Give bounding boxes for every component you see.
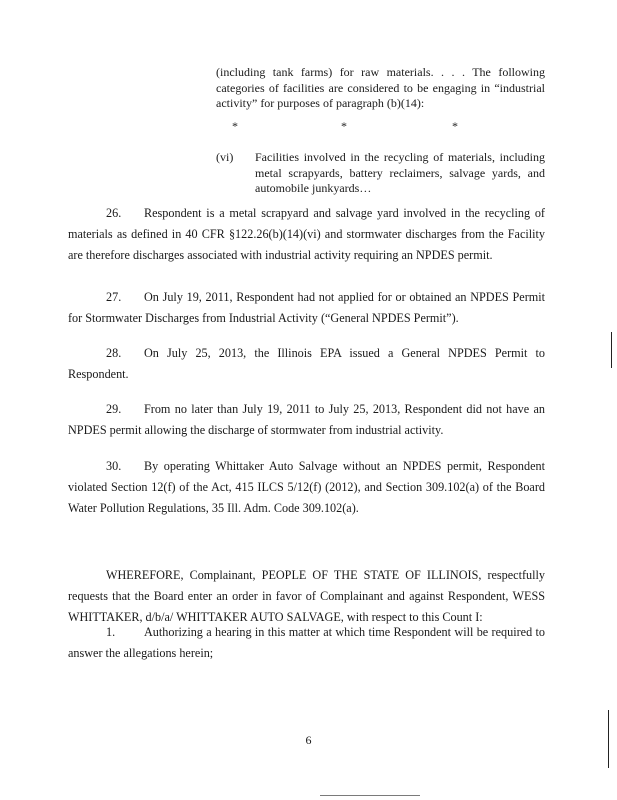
page-number: 6	[305, 733, 312, 747]
paragraph-first-line	[68, 287, 545, 308]
scan-artifact-mark	[608, 710, 609, 768]
paragraph-number: 29.	[106, 402, 122, 416]
relief-text: Authorizing a hearing in this matter at which time Respondent will be required to	[144, 625, 545, 639]
paragraph-line: NPDES permit allowing the discharge of stormwater from industrial activity.	[68, 423, 444, 437]
paragraph-first-line	[68, 456, 545, 477]
relief-first-line	[68, 622, 545, 643]
paragraph-27	[68, 287, 545, 329]
paragraph-text: Respondent is a metal scrapyard and salvage yard involved in the recycling of	[144, 206, 545, 220]
paragraph-line: materials as defined in 40 CFR §122.26(b)(14)(vi) and stormwater discharges from the Facility	[68, 227, 545, 241]
wherefore-line: WHITTAKER, d/b/a/ WHITTAKER AUTO SALVAGE, with respect to this Count I:	[68, 610, 483, 624]
paragraph-line: Water Pollution Regulations, 35 Ill. Adm. Code 309.102(a).	[68, 501, 359, 515]
paragraph-28	[68, 343, 545, 385]
paragraph-number: 28.	[106, 346, 122, 360]
scan-artifact-mark	[611, 332, 612, 368]
relief-number: 1.	[106, 625, 116, 639]
paragraph-29	[68, 399, 545, 441]
paragraph-text: On July 25, 2013, the Illinois EPA issued a General NPDES Permit to	[144, 346, 545, 360]
paragraph-first-line	[68, 399, 545, 420]
paragraph-number: 26.	[106, 206, 122, 220]
paragraph-line: Respondent.	[68, 367, 129, 381]
ellipsis-star-3: *	[452, 119, 458, 133]
ellipsis-star-2: *	[341, 119, 347, 133]
ellipsis-star-1: *	[232, 119, 238, 133]
scan-artifact-mark	[320, 795, 420, 796]
wherefore-first-line: WHEREFORE, Complainant, PEOPLE OF THE STATE OF ILLINOIS, respectfully	[106, 568, 545, 582]
relief-item-1	[68, 622, 545, 664]
quoted-item-text: Facilities involved in the recycling of materials, including metal scrapyards, battery reclaimers, salvage yards, and automobile junkyards…	[255, 150, 545, 195]
paragraph-30	[68, 456, 545, 519]
paragraph-line: are therefore discharges associated with industrial activity requiring an NPDES permit.	[68, 248, 493, 262]
paragraph-first-line	[68, 203, 545, 224]
paragraph-line: for Stormwater Discharges from Industrial Activity (“General NPDES Permit”).	[68, 311, 459, 325]
paragraph-26	[68, 203, 545, 266]
paragraph-text: On July 19, 2011, Respondent had not applied for or obtained an NPDES Permit	[144, 290, 545, 304]
quoted-item-number: (vi)	[216, 150, 234, 164]
paragraph-first-line	[68, 343, 545, 364]
relief-line: answer the allegations herein;	[68, 646, 214, 660]
paragraph-text: By operating Whittaker Auto Salvage without an NPDES permit, Respondent	[144, 459, 545, 473]
paragraph-number: 27.	[106, 290, 122, 304]
quoted-regulation-text: (including tank farms) for raw materials. . . . The following categories of facilities are considered to be engaging in “industrial activity” for purposes of paragraph (b)(14):	[216, 65, 545, 110]
wherefore-line: requests that the Board enter an order in favor of Complainant and against Respondent, WESS	[68, 589, 545, 603]
paragraph-line: violated Section 12(f) of the Act, 415 ILCS 5/12(f) (2012), and Section 309.102(a) of the Board	[68, 480, 545, 494]
paragraph-text: From no later than July 19, 2011 to July 25, 2013, Respondent did not have an	[144, 402, 545, 416]
wherefore-clause	[68, 565, 545, 628]
paragraph-number: 30.	[106, 459, 122, 473]
